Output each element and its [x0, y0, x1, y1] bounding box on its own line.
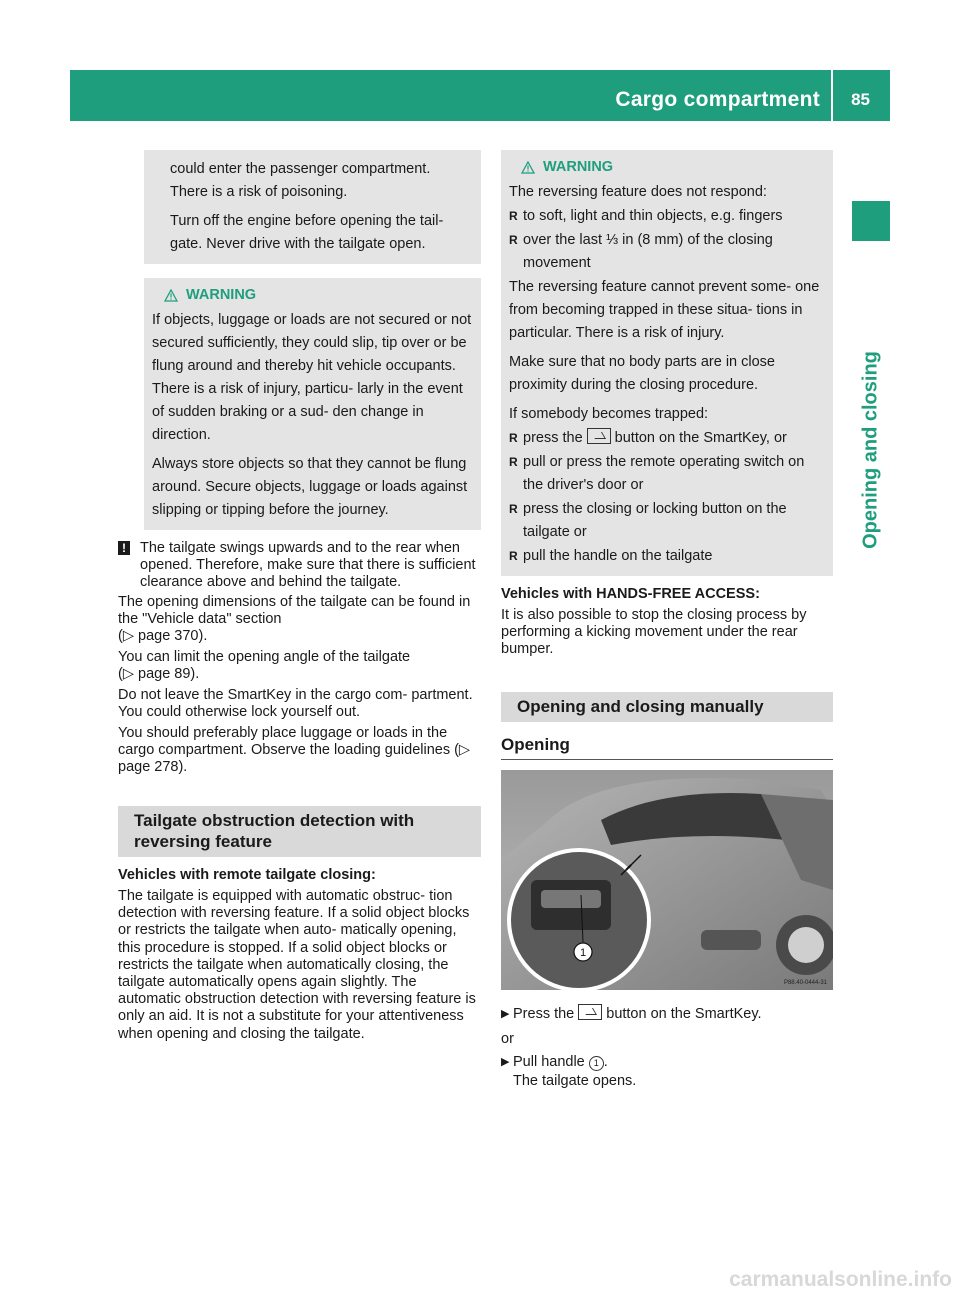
side-tab-label: Opening and closing: [859, 351, 882, 549]
paragraph: You can limit the opening angle of the tailgate: [118, 649, 411, 665]
step-text: .: [603, 1054, 608, 1070]
list-item-text: pull the handle on the tailgate: [523, 548, 713, 564]
or-text: or: [501, 1031, 514, 1047]
figure-code: P88.40-0444-31: [783, 980, 827, 986]
bullet-mark: R: [509, 502, 518, 516]
subheading: Vehicles with remote tailgate closing:: [118, 867, 376, 883]
result-text: The tailgate opens.: [513, 1073, 637, 1089]
tailgate-figure: [501, 770, 833, 990]
paragraph: The opening dimensions of the tailgate can be found in the "Vehicle data" section: [118, 594, 471, 627]
warning-triangle-icon: [164, 289, 178, 302]
header-divider: [831, 70, 833, 121]
list-item: [509, 545, 825, 568]
list-item-text: press the closing or locking button on the tailgate or: [523, 501, 787, 540]
figure-callout: 1: [579, 947, 587, 959]
header-title: Cargo compartment: [615, 88, 820, 111]
step-text: button on the SmartKey.: [606, 1006, 762, 1022]
warning-text: Make sure that no body parts are in close proximity during the closing procedure.: [509, 354, 775, 393]
warning-text: Always store objects so that they cannot be flung around. Secure objects, luggage or loads against slipping or tipping before the journey.: [152, 456, 468, 518]
paragraph: You should preferably place luggage or loads in the cargo compartment. Observe the loading guidelines (▷ page 278).: [118, 725, 471, 775]
side-tab: [852, 260, 890, 640]
paragraph: Do not leave the SmartKey in the cargo com- partment. You could otherwise lock yourself out.: [118, 687, 473, 720]
paragraph: The tailgate is equipped with automatic obstruc- tion detection with reversing feature. If a solid object blocks or restricts the tailgate when auto- matically opening, this procedure is stopped. If a solid object blocks or restricts the tailgate when automatically closing, the tailgate automatically opens again slightly. The automatic obstruction detection with reversing feature is only an aid. It is not a substitute for your attentiveness when opening and closing the tailgate.: [118, 888, 476, 1042]
list-item-text: button on the SmartKey, or: [614, 430, 787, 446]
side-tab-block: [852, 201, 890, 241]
bullet-mark: R: [509, 431, 518, 445]
warning-heading: [152, 285, 473, 306]
warning-heading: [509, 157, 825, 178]
callout-number: 1: [589, 1056, 604, 1071]
step: [501, 1052, 833, 1073]
warning-box: [144, 278, 481, 530]
bullet-mark: R: [509, 455, 518, 469]
warning-text: If somebody becomes trapped:: [509, 406, 709, 422]
bullet-mark: R: [509, 549, 518, 563]
step-arrow: ▶: [501, 1056, 510, 1068]
text-line: There is a risk of poisoning.: [170, 184, 348, 200]
paragraph: It is also possible to stop the closing process by performing a kicking movement under the rear bumper.: [501, 607, 807, 657]
step-text: Pull handle: [513, 1054, 585, 1070]
note: [118, 540, 481, 591]
right-column: [501, 150, 833, 1090]
tailgate-key-icon: [587, 428, 611, 444]
text-line: Turn off the engine before opening the tail-: [170, 213, 444, 229]
subsection-heading: Opening: [501, 734, 833, 760]
left-column: [118, 150, 481, 1047]
text-line: could enter the passenger compartment.: [170, 161, 431, 177]
warning-box: [501, 150, 833, 576]
tailgate-illustration: [501, 770, 833, 990]
exclamation-icon: !: [118, 541, 130, 555]
list-item-text: pull or press the remote operating switch on the driver's door or: [523, 454, 805, 493]
list-item: [509, 427, 825, 450]
step: [501, 1004, 833, 1025]
list-item: [509, 205, 825, 228]
step-arrow: ▶: [501, 1008, 510, 1020]
list-item-text: to soft, light and thin objects, e.g. fingers: [523, 208, 783, 224]
list-item-text: press the: [523, 430, 583, 446]
warning-label: WARNING: [543, 159, 614, 175]
watermark: carmanualsonline.info: [729, 1268, 952, 1291]
warning-box-continued: [144, 150, 481, 264]
list-item: [509, 229, 825, 275]
warning-label: WARNING: [186, 287, 257, 303]
warning-text: The reversing feature cannot prevent some- one from becoming trapped in these situa- tions in particular. There is a risk of injury.: [509, 279, 820, 341]
section-heading: Opening and closing manually: [501, 692, 833, 722]
note-text: The tailgate swings upwards and to the rear when opened. Therefore, make sure that there is sufficient clearance above and behind the tailgate.: [140, 540, 476, 590]
subheading: Vehicles with HANDS-FREE ACCESS:: [501, 586, 760, 602]
bullet-mark: R: [509, 209, 518, 223]
list-item: [509, 451, 825, 497]
page-reference: (▷ page 370).: [118, 628, 208, 644]
bullet-mark: R: [509, 233, 518, 247]
section-heading: Tailgate obstruction detection with reversing feature: [118, 806, 481, 857]
page-reference: (▷ page 89).: [118, 666, 200, 682]
header-bar: [70, 70, 890, 121]
warning-text: If objects, luggage or loads are not secured or not secured sufficiently, they could slip, tip over or be flung around and thereby hit vehicle occupants. There is a risk of injury, particu- larly in the event of sudden braking or a sud- den change in direction.: [152, 312, 472, 443]
step-text: Press the: [513, 1006, 575, 1022]
warning-text: The reversing feature does not respond:: [509, 184, 767, 200]
text-line: gate. Never drive with the tailgate open.: [170, 236, 426, 252]
warning-triangle-icon: [521, 161, 535, 174]
list-item: [509, 498, 825, 544]
list-item-text: over the last ⅓ in (8 mm) of the closing movement: [523, 232, 773, 271]
page-number: 85: [851, 90, 870, 109]
tailgate-key-icon: [578, 1004, 602, 1020]
